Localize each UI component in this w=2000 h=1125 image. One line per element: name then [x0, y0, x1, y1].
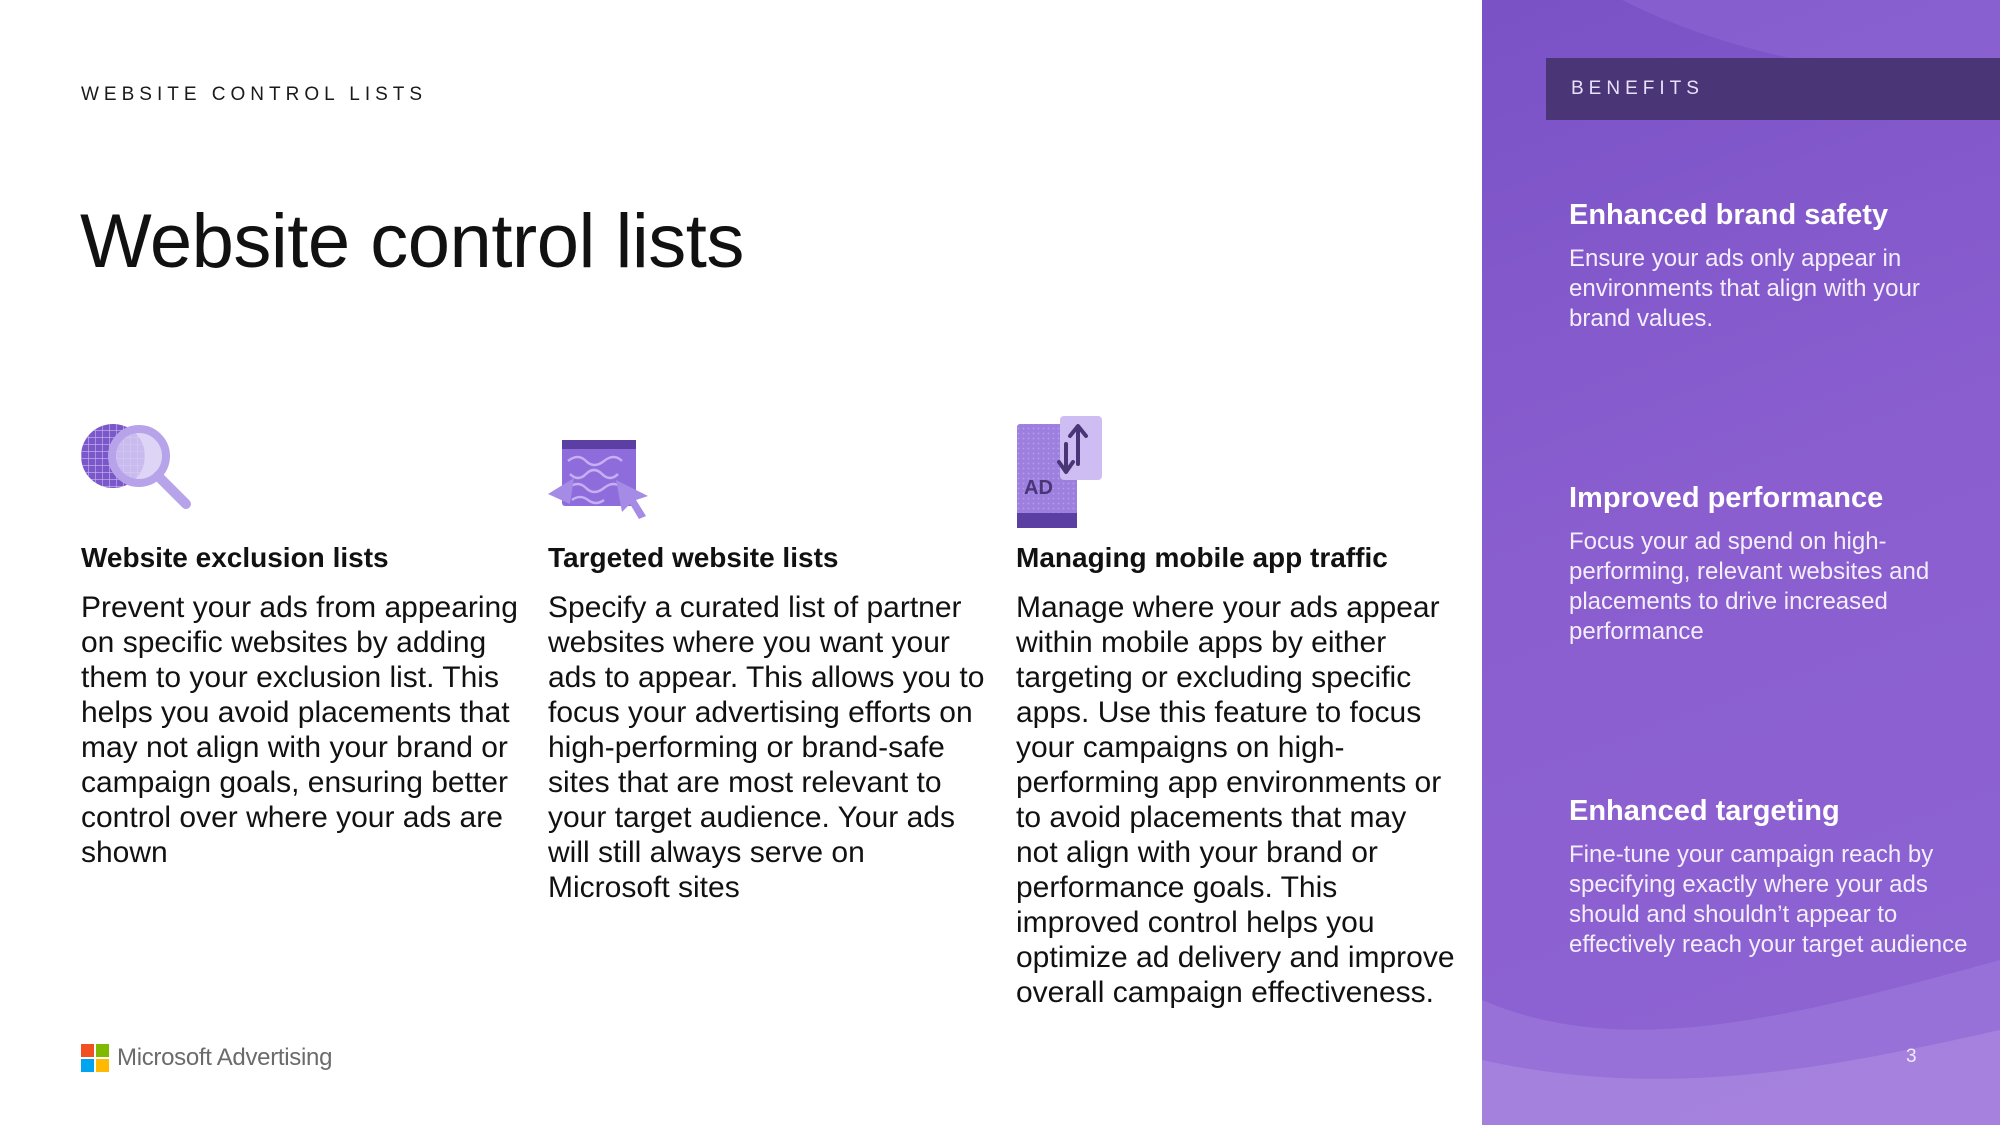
- magnifier-globe-icon: [81, 416, 521, 528]
- feature-mobile-app-traffic: [1016, 416, 1456, 1009]
- benefit-item: [1569, 199, 1969, 334]
- benefit-text: Fine-tune your campaign reach by specifying exactly where your ads should and shouldn’t appear to effectively reach your target audience: [1569, 841, 1968, 958]
- feature-heading: Managing mobile app traffic: [1016, 542, 1388, 573]
- feature-body: Manage where your ads appear within mobile apps by either targeting or excluding specific apps. Use this feature to focus your campaigns on high-performing app environments or to avoid placements that may not align with your brand or performance goals. This improved control helps you optimize ad delivery and improve overall campaign effectiveness.: [1016, 591, 1455, 1009]
- eyebrow-label: WEBSITE CONTROL LISTS: [81, 84, 428, 105]
- benefits-header-bar: [1546, 58, 2000, 120]
- feature-body: Specify a curated list of partner websites where you want your ads to appear. This allows you to focus your advertising efforts on high-performing or brand-safe sites that are most relevant to your target audience. Your ads will still always serve on Microsoft sites: [548, 591, 985, 904]
- svg-text:AD: AD: [1024, 477, 1053, 499]
- benefit-item: [1569, 795, 1969, 960]
- benefits-panel: [1482, 0, 2000, 1125]
- brand-name: Microsoft Advertising: [117, 1044, 333, 1071]
- browser-cursor-icon: [548, 416, 988, 528]
- feature-heading: Website exclusion lists: [81, 542, 389, 573]
- page-number: 3: [1906, 1046, 1917, 1067]
- page-title: Website control lists: [80, 199, 744, 284]
- feature-body: Prevent your ads from appearing on specific websites by adding them to your exclusion list. This helps you avoid placements that may not align with your brand or campaign goals, ensuring better control over where your ads are shown: [81, 591, 518, 869]
- feature-heading: Targeted website lists: [548, 542, 839, 573]
- feature-website-exclusion: [81, 416, 521, 869]
- benefits-label: BENEFITS: [1571, 78, 1704, 99]
- mobile-ad-arrows-icon: [1016, 416, 1456, 528]
- microsoft-logo-icon: [81, 1044, 109, 1072]
- microsoft-advertising-logo: [81, 1044, 332, 1072]
- benefit-text: Focus your ad spend on high-performing, relevant websites and placements to drive increased performance: [1569, 528, 1930, 645]
- benefit-text: Ensure your ads only appear in environments that align with your brand values.: [1569, 245, 1920, 332]
- benefit-item: [1569, 482, 1969, 647]
- benefit-title: Improved performance: [1569, 482, 1884, 514]
- benefit-title: Enhanced targeting: [1569, 795, 1840, 827]
- feature-targeted-website: [548, 416, 988, 904]
- benefit-title: Enhanced brand safety: [1569, 199, 1889, 231]
